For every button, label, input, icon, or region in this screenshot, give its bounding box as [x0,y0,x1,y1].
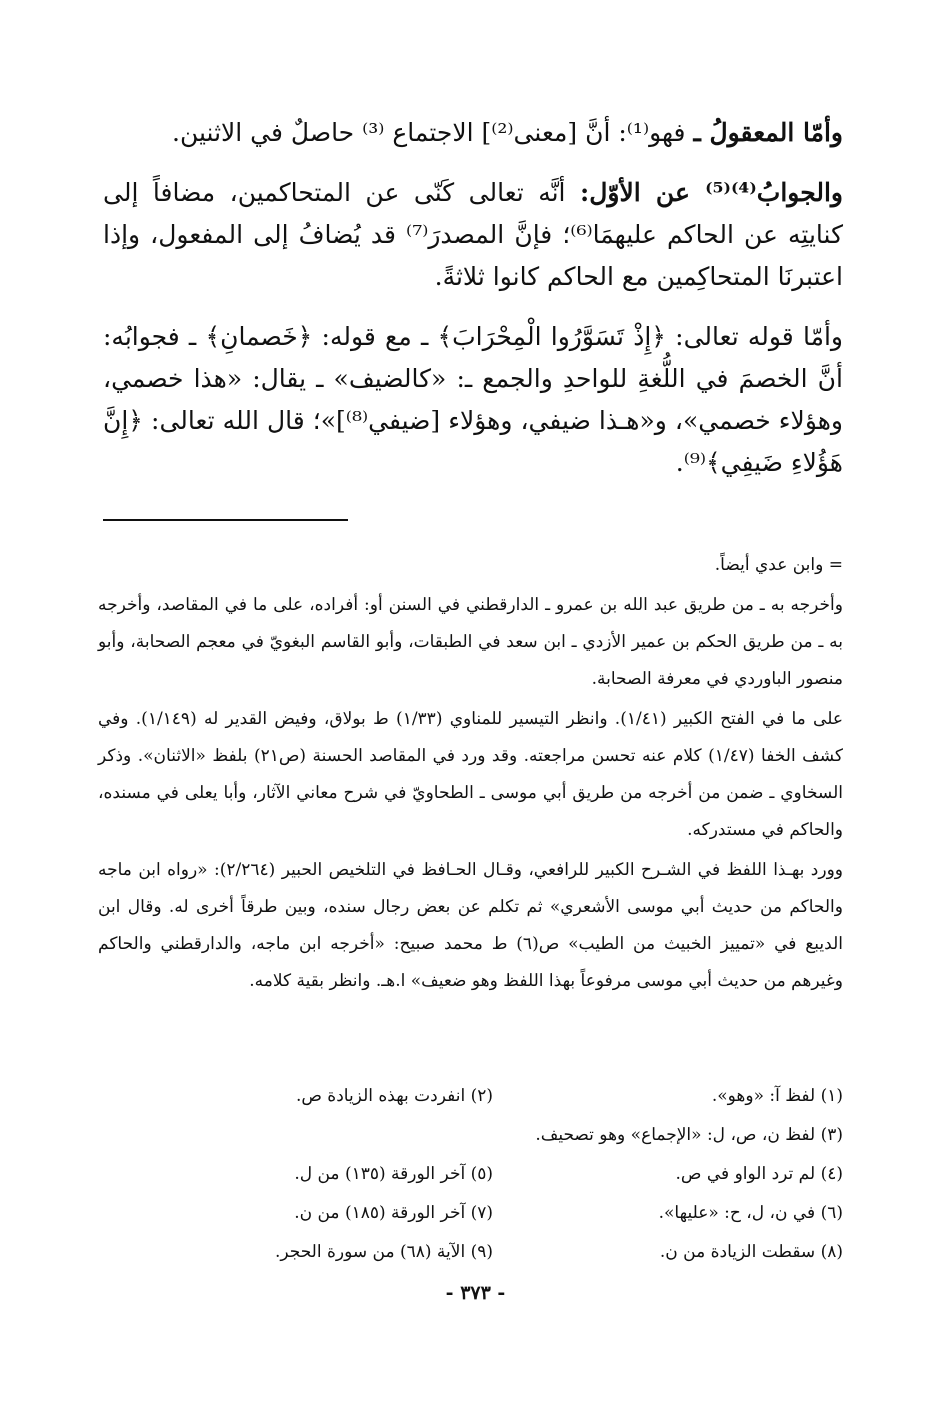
footnote-9: (٩) الآية (٦٨) من سورة الحجر. [274,1242,493,1262]
note-line-1: = وابن عدي أيضاً. [714,555,843,575]
paragraph-2-text: أنَّه تعالى كَنّى عن المتحاكمين، مضافاً إلى كنايتِه عن الحاكم عليهمَا⁽⁶⁾؛ فإنَّ المصدرَ⁽⁷⁾ قد يُضافُ إلى المفعول، وإذا اعتبرنَا المتحاكِمين مع الحاكم كانوا ثلاثةً. [103,178,843,291]
footnote-7: (٧) آخر الورقة (١٨٥) من ن. [294,1203,493,1223]
paragraph-2 [103,172,843,298]
continued-notes [98,547,843,1003]
footnote-row [123,1155,843,1194]
paragraph-2-lead: والجوابُ⁽⁴⁾⁽⁵⁾ عن الأوّل: [580,178,843,207]
footnotes [123,1077,843,1272]
footnote-row [123,1077,843,1116]
footnote-1: (١) لفظ آ: «وهو». [711,1086,843,1106]
paragraph-3: وأمّا قوله تعالى: ﴿إِذْ تَسَوَّرُوا الْمِحْرَابَ﴾ ـ مع قوله: ﴿خَصمانِ﴾ ـ فجوابُه: أنَّ الخصمَ في اللُّغةِ للواحدِ والجمع ـ: «كالضيف» ـ يقال: «هذا خصمي، وهؤلاء خصمي»، و«هـذا ضيفي، وهؤلاء [ضيفي⁽⁸⁾]»؛ قال الله تعالى: ﴿إِنَّ هَؤُلاءِ ضَيفِي﴾⁽⁹⁾. [103,322,843,477]
footnote-8: (٨) سقطت الزيادة من ن. [659,1242,843,1262]
note-paragraph-2: وأخرجه به ـ من طريق عبد الله بن عمرو ـ الدارقطني في السنن أو: أفراده، على ما في المقاصد، وأخرجه به ـ من طريق الحكم بن عمير الأزدي ـ ابن سعد في الطبقات، وأبو القاسم البغويّ في معجم الصحابة، وأبو منصور الباوردي في معرفة الصحابة. [98,595,843,689]
footnote-4: (٤) لم ترد الواو في ص. [675,1164,843,1184]
main-text [103,112,843,496]
footnote-row [123,1116,843,1155]
footnote-row [123,1233,843,1272]
note-paragraph-3: على ما في الفتح الكبير (١/٤١). وانظر التيسير للمناوي (١/٣٣) ط بولاق، وفيض القدير له (١/١٤٩). وفي كشف الخفا (١/٤٧) كلام عنه تحسن مراجعته. وقد ورد في المقاصد الحسنة (ص٢١) بلفظ «الاثنان». وذكر السخاوي ـ ضمن من أخرجه من طريق أبي موسى ـ الطحاويّ في شرح معاني الآثار، وأبا يعلى في مسنده، والحاكم في مستدركه. [98,709,844,840]
footnote-5: (٥) آخر الورقة (١٣٥) من ل. [294,1164,493,1184]
footnote-2: (٢) انفردت بهذه الزيادة ص. [295,1086,493,1106]
paragraph-1-lead: وأمّا المعقولُ ـ [693,118,843,147]
note-paragraph-4: وورد بهـذا اللفظ في الشـرح الكبير للرافعي، وقـال الحـافظ في التلخيص الحبير (٢/٢٦٤): «رواه ابن ماجه والحاكم من حديث أبي موسى الأشعري» ثم تكلم عن بعض رجال سنده، وبين طرقاً أخرى له. وقال ابن الديبع في «تمييز الخبيث من الطيب» ص(٦) ط محمد صبيح: «أخرجه ابن ماجه، والدارقطني والحاكم وغيرهم من حديث أبي موسى مرفوعاً بهذا اللفظ وهو ضعيف» ا.هـ. وانظر بقية كلامه. [98,860,844,991]
footnote-3: (٣) لفظ ن، ص، ل: «الإجماع» وهو تصحيف. [535,1125,843,1145]
footnote-6: (٦) في ن، ل، ح: «عليها». [658,1203,843,1223]
paragraph-1-text: فهو⁽¹⁾: أنَّ [معنى⁽²⁾] الاجتماع ⁽³⁾ حاصلٌ في الاثنين. [172,118,694,147]
page-number: - ٣٧٣ - [445,1282,506,1304]
footnote-separator [103,519,348,521]
paragraph-1 [103,112,843,154]
footnote-row [123,1194,843,1233]
